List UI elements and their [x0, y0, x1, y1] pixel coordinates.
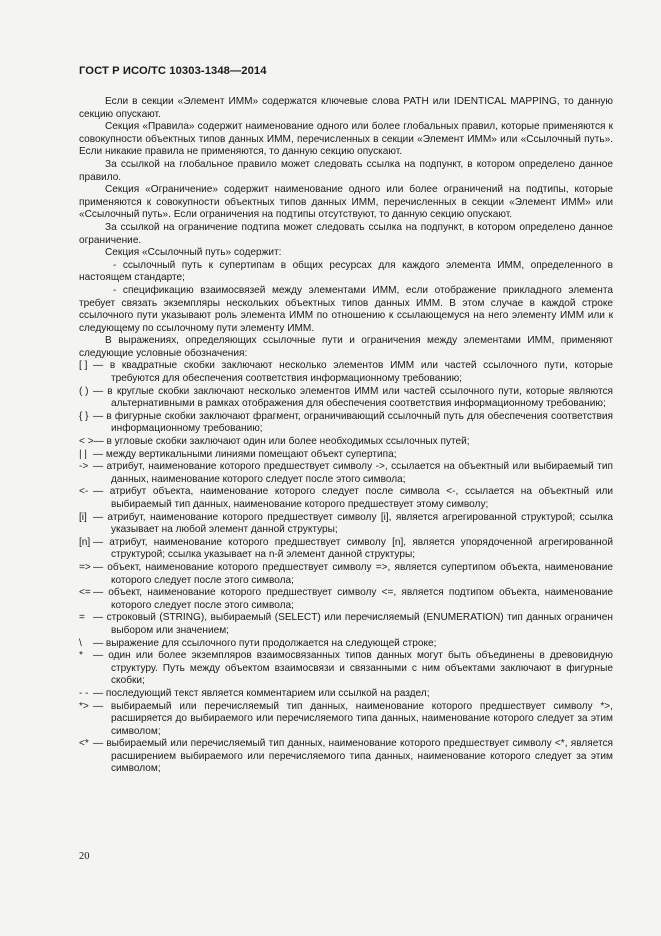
paragraph: За ссылкой на глобальное правило может следовать ссылка на подпункт, в котором определено данное правило.: [79, 158, 613, 183]
notation-symbol: < >: [79, 436, 94, 448]
notation-item: [79, 638, 613, 651]
notation-item: [79, 587, 613, 612]
notation-item: [79, 360, 613, 385]
notation-description: — между вертикальными линиями помещают объект супертипа;: [93, 448, 397, 460]
notation-description: — атрибут, наименование которого предшествует символу [n], является упорядоченной агрегированной структурой; ссылка указывает на n-й элемент данной структуры;: [93, 536, 613, 561]
notation-description: — выбираемый или перечисляемый тип данных, наименование которого предшествует символу <*, является расширением выбираемого или перечисляемого типа данных, наименование которого следует за этим символом;: [93, 738, 613, 775]
paragraph: За ссылкой на ограничение подтипа может следовать ссылка на подпункт, в котором определено данное ограничение.: [79, 221, 613, 246]
notation-description: — атрибут, наименование которого предшествует символу [i], является агрегированной структурой; ссылка указывает на любой элемент данной структуры;: [93, 511, 613, 536]
paragraph: Секция «Ссылочный путь» содержит:: [105, 247, 282, 259]
notation-symbol: ->: [79, 461, 89, 473]
notation-description: — последующий текст является комментарием или ссылкой на раздел;: [93, 687, 430, 699]
notation-item: [79, 461, 613, 486]
notation-item: [79, 386, 613, 411]
notation-item: [79, 688, 613, 701]
notation-symbol: ( ): [79, 385, 89, 397]
notation-description: — в фигурные скобки заключают фрагмент, ограничивающий ссылочный путь для обеспечения соответствия информационному требованию;: [93, 410, 613, 435]
notation-symbol: <*: [79, 738, 89, 750]
notation-description: — объект, наименование которого предшествует символу <=, является подтипом объекта, наименование которого следует после этого символа;: [93, 587, 613, 611]
paragraph: - ссылочный путь к супертипам в общих ресурсах для каждого элемента ИММ, определенного в настоящем стандарте;: [79, 259, 613, 284]
notation-symbol: [i]: [79, 511, 87, 523]
notation-item: [79, 701, 613, 739]
notation-item: [79, 436, 613, 449]
notation-symbol: *>: [79, 700, 89, 712]
notation-description: — объект, наименование которого предшествует символу =>, является супертипом объекта, наименование которого следует после этого символа;: [93, 561, 613, 586]
paragraph: В выражениях, определяющих ссылочные пути и ограничения между элементами ИММ, применяют следующие условные обозначения:: [79, 335, 613, 359]
notation-item: [79, 562, 613, 587]
notation-item: [79, 512, 613, 537]
notation-description: — строковый (STRING), выбираемый (SELECT) или перечисляемый (ENUMERATION) тип данных ограничен выбором или значением;: [93, 612, 613, 636]
notation-symbol: [ ]: [79, 360, 88, 372]
notation-description: — выбираемый или перечисляемый тип данных, наименование которого предшествует символу *>, расширяется до выбираемого или перечисляемого типа данных, наименование которого следует за этим символом;: [93, 700, 613, 737]
page-body: [79, 96, 613, 776]
notation-symbol: *: [79, 650, 83, 662]
notation-symbol: =>: [79, 561, 91, 573]
notation-description: — один или более экземпляров взаимосвязанных типов данных могут быть объединены в древовидную структуру. Путь между объектом взаимосвязи и связанными с ним объектами заключают в фигурные скобки;: [93, 650, 613, 687]
notation-item: [79, 449, 613, 462]
notation-item: [79, 738, 613, 776]
notation-item: [79, 486, 613, 511]
paragraphs: [79, 96, 613, 360]
notation-description: — в круглые скобки заключают несколько элементов ИММ или частей ссылочного пути, которые являются альтернативными в рамках отображения для обеспечения соответствия информационному требованию;: [93, 385, 613, 410]
notation-symbol: \: [79, 637, 82, 649]
notation-description: — атрибут, наименование которого предшествует символу ->, ссылается на объектный или выбираемый тип данных, наименование которого следует после этого символа;: [93, 461, 613, 485]
notation-description: — в угловые скобки заключают один или более необходимых ссылочных путей;: [93, 436, 470, 448]
notation-symbol: <-: [79, 486, 89, 498]
notation-symbol: [n]: [79, 536, 91, 548]
notation-symbol: { }: [79, 410, 89, 422]
page-header: ГОСТ Р ИСО/ТС 10303-1348—2014: [79, 65, 267, 77]
notation-item: [79, 537, 613, 562]
notation-list: [79, 360, 613, 776]
notation-item: [79, 411, 613, 436]
notation-item: [79, 650, 613, 688]
notation-description: — выражение для ссылочного пути продолжается на следующей строке;: [93, 637, 437, 649]
notation-description: — в квадратные скобки заключают несколько элементов ИММ или частей ссылочного пути, которые требуются для обеспечения соответствия информационному требованию;: [93, 360, 613, 385]
paragraph: Секция «Правила» содержит наименование одного или более глобальных правил, которые применяются к совокупности объектных типов данных ИММ, перечисленных в секции «Элемент ИММ» или «Ссылочный путь». Если никакие правила не применяются, то данную секцию опускают.: [79, 121, 613, 158]
notation-symbol: <=: [79, 587, 91, 599]
notation-symbol: - -: [79, 687, 89, 699]
notation-description: — атрибут объекта, наименование которого следует после символа <-, ссылается на объектный или выбираемый тип данных, наименование которого предшествует этому символу;: [93, 486, 613, 510]
notation-symbol: =: [79, 612, 85, 624]
notation-symbol: | |: [79, 448, 88, 460]
page-number: 20: [79, 851, 90, 862]
paragraph: Если в секции «Элемент ИММ» содержатся ключевые слова PATH или IDENTICAL MAPPING, то данную секцию опускают.: [79, 96, 613, 120]
paragraph: - спецификацию взаимосвязей между элементами ИММ, если отображение прикладного элемента требует связать экземпляры нескольких объектных типов данных ИММ. В этом случае в каждой строке ссылочного пути указывают роль элемента ИММ по отношению к ссылающемуся на него элементу ИММ или к следующему по ссылочному пути элементу ИММ.: [79, 284, 613, 334]
paragraph: Секция «Ограничение» содержит наименование одного или более ограничений на подтипы, которые применяются к совокупности объектных типов данных ИММ, перечисленных в секции «Элемент ИММ» или «Ссылочный путь». Если ограничения на подтипы отсутствуют, то данную секцию опускают.: [79, 184, 613, 221]
notation-item: [79, 612, 613, 637]
